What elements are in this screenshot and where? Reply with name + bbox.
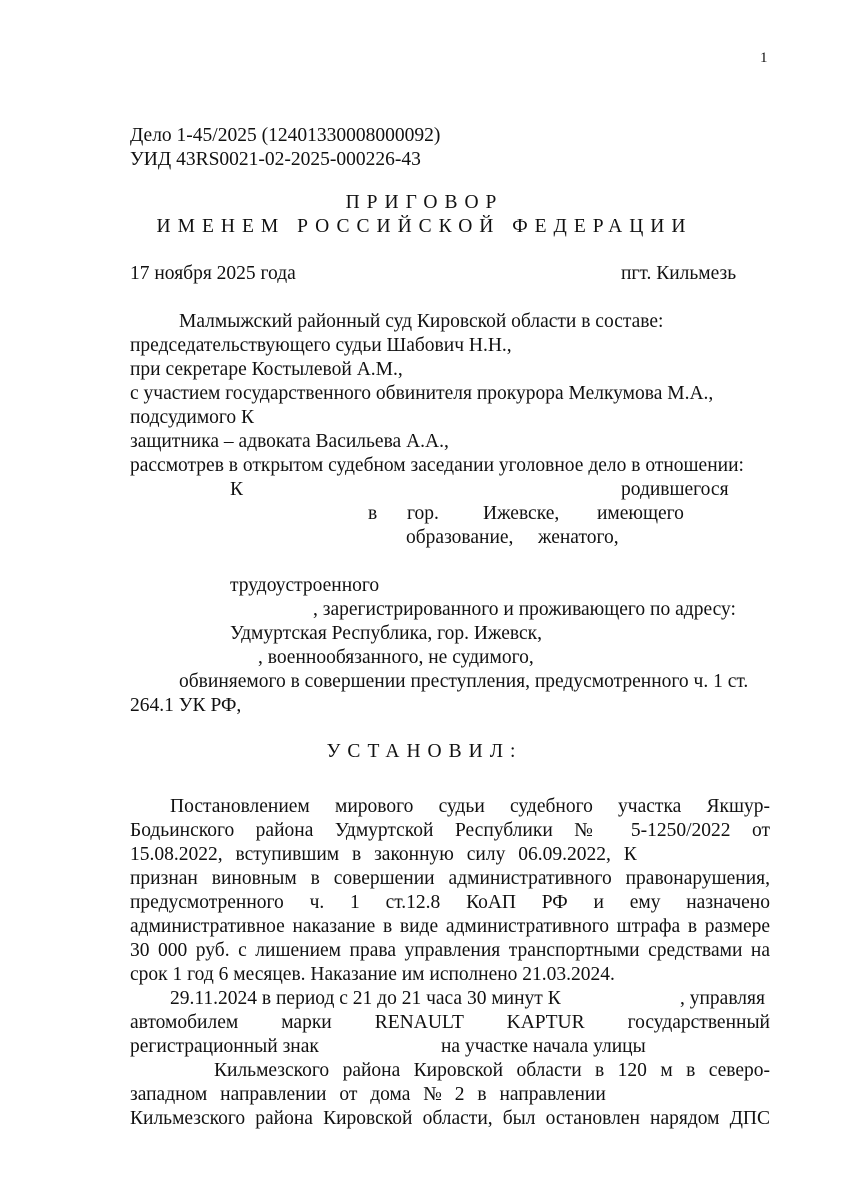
paragraph-2-line-6: Кильмезского района Кировской области, был остановлен нарядом ДПС xyxy=(130,1108,770,1129)
page-number: 1 xyxy=(760,50,768,66)
paragraph-1-line-6: административное наказание в виде административного штрафа в размере xyxy=(130,916,770,937)
prosecutor: с участием государственного обвинителя прокурора Мелкумова М.А., xyxy=(130,383,714,404)
paragraph-2-line-5: западном направлении от дома № 2 в направлении xyxy=(130,1084,606,1105)
military-status: , военнообязанного, не судимого, xyxy=(258,647,534,668)
paragraph-1-line-7: 30 000 руб. с лишением права управления транспортными средствами на xyxy=(130,940,770,961)
defendant-line: подсудимого К xyxy=(130,407,255,428)
paragraph-2-line-2: автомобилем марки RENAULT KAPTUR государственный xyxy=(130,1012,770,1033)
paragraph-1-line-4: признан виновным в совершении административного правонарушения, xyxy=(130,868,770,889)
court-secretary: при секретаре Костылевой А.М., xyxy=(130,359,403,380)
defense-lawyer: защитника – адвоката Васильева А.А., xyxy=(130,431,449,452)
case-uid: УИД 43RS0021-02-2025-000226-43 xyxy=(130,149,421,170)
paragraph-1-line-8: срок 1 год 6 месяцев. Наказание им исполнено 21.03.2024. xyxy=(130,964,615,985)
paragraph-2-line-1: 29.11.2024 в период с 21 до 21 часа 30 минут К xyxy=(170,988,561,1009)
defendant-initial: К xyxy=(230,479,244,500)
established-heading: УСТАНОВИЛ: xyxy=(326,741,523,762)
birth-city-abbrev: гор. xyxy=(407,503,439,524)
verdict-place: пгт. Кильмезь xyxy=(621,263,737,284)
registration: , зарегистрированного и проживающего по адресу: xyxy=(313,599,736,620)
accusation-article: 264.1 УК РФ, xyxy=(130,695,242,716)
accusation: обвиняемого в совершении преступления, предусмотренного ч. 1 ст. xyxy=(179,671,749,692)
paragraph-2-line-4: Кильмезского района Кировской области в 120 м в северо- xyxy=(214,1060,770,1081)
paragraph-1-line-2: Бодьинского района Удмуртской Республики № 5-1250/2022 от xyxy=(130,820,770,841)
birth-in: в xyxy=(368,503,378,524)
paragraph-2-line-3: регистрационный знак xyxy=(130,1036,319,1057)
document-subtitle: ИМЕНЕМ РОССИЙСКОЙ ФЕДЕРАЦИИ xyxy=(156,216,693,237)
case-number: Дело 1-45/2025 (12401330008000092) xyxy=(130,125,441,146)
paragraph-1-line-3: 15.08.2022, вступившим в законную силу 06.09.2022, К xyxy=(130,844,637,865)
paragraph-2-line-3-end: на участке начала улицы xyxy=(441,1036,646,1057)
employment: трудоустроенного xyxy=(230,575,380,596)
having-label: имеющего xyxy=(597,503,684,524)
marital-status: женатого, xyxy=(538,527,619,548)
birth-city: Ижевске, xyxy=(483,503,560,524)
document-title: ПРИГОВОР xyxy=(345,192,504,213)
paragraph-1-line-1: Постановлением мирового судьи судебного участка Якшур- xyxy=(170,796,770,817)
paragraph-1-line-5: предусмотренного ч. 1 ст.12.8 КоАП РФ и ему назначено xyxy=(130,892,770,913)
presiding-judge: председательствующего судьи Шабович Н.Н., xyxy=(130,335,512,356)
case-considered: рассмотрев в открытом судебном заседании уголовное дело в отношении: xyxy=(130,455,744,476)
education: образование, xyxy=(406,527,514,548)
paragraph-2-line-1-end: , управляя xyxy=(680,988,765,1009)
court-composition: Малмыжский районный суд Кировской области в составе: xyxy=(179,311,664,332)
address: Удмуртская Республика, гор. Ижевск, xyxy=(230,623,542,644)
defendant-born: родившегося xyxy=(621,479,729,500)
verdict-date: 17 ноября 2025 года xyxy=(130,263,296,284)
